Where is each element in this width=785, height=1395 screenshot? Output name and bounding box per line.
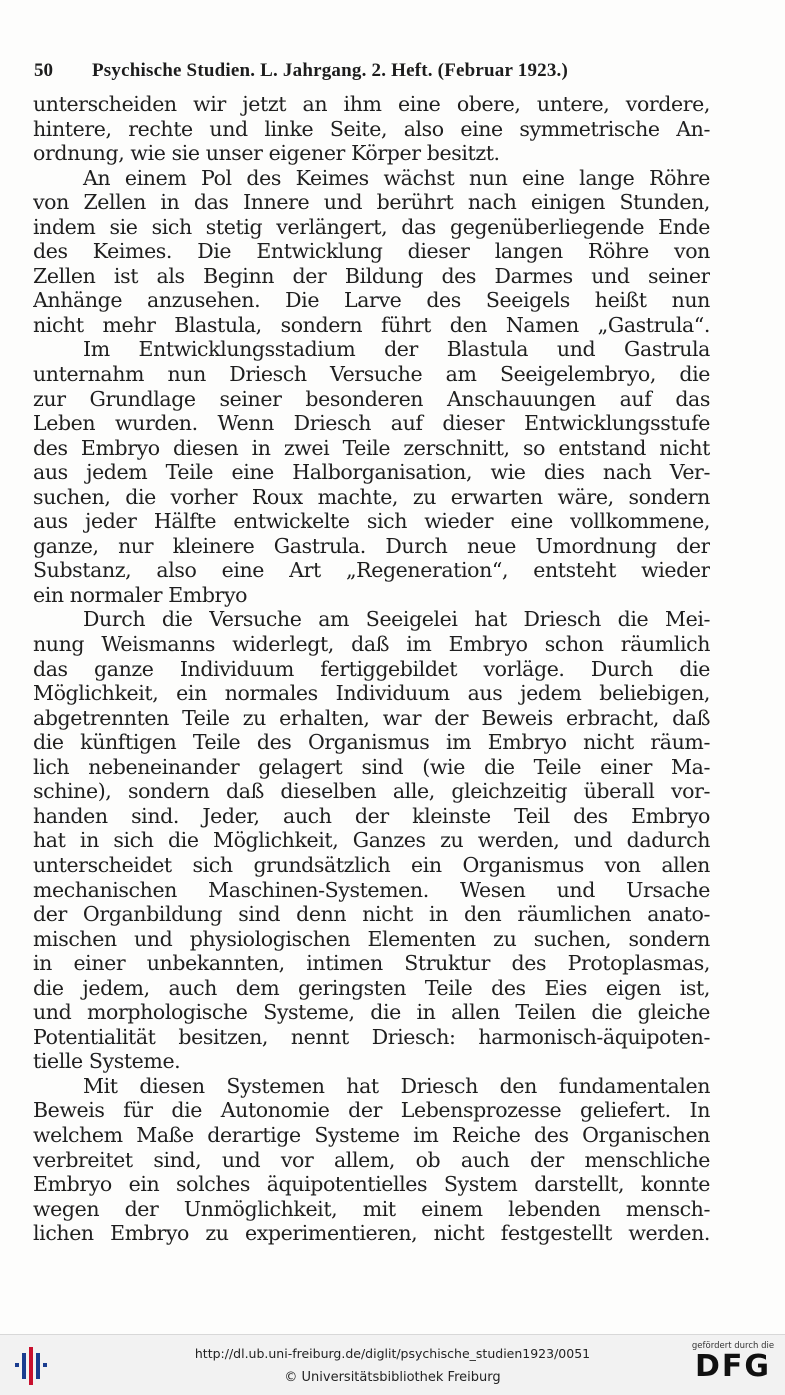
text-line: unterscheidet sich grundsätzlich ein Organismus von allen bbox=[33, 852, 710, 877]
text-line: nicht mehr Blastula, sondern führt den Namen „Gastrula“. bbox=[33, 312, 710, 337]
text-line: Beweis für die Autonomie der Lebensprozesse geliefert. In bbox=[33, 1098, 710, 1123]
text-line: Substanz, also eine Art „Regeneration“, entsteht wieder bbox=[33, 558, 710, 583]
footer-copyright: © Universitätsbibliothek Freiburg bbox=[284, 1370, 501, 1385]
text-line: Zellen ist als Beginn der Bildung des Darmes und seiner bbox=[33, 263, 710, 288]
text-line: abgetrennten Teile zu erhalten, war der Beweis erbracht, daß bbox=[33, 705, 710, 730]
text-line: Anhänge anzusehen. Die Larve des Seeigels heißt nun bbox=[33, 288, 710, 313]
text-line: lich nebeneinander gelagert sind (wie die Teile einer Ma- bbox=[33, 754, 710, 779]
text-line: von Zellen in das Innere und berührt nach einigen Stunden, bbox=[33, 190, 710, 215]
text-line: handen sind. Jeder, auch der kleinste Teil des Embryo bbox=[33, 803, 710, 828]
dfg-caption: gefördert durch die bbox=[691, 1341, 775, 1351]
text-line: Leben wurden. Wenn Driesch auf dieser Entwicklungsstufe bbox=[33, 411, 710, 436]
text-line: tielle Systeme. bbox=[33, 1049, 181, 1074]
text-line: in einer unbekannten, intimen Struktur des Protoplasmas, bbox=[33, 951, 710, 976]
text-line: und morphologische Systeme, die in allen Teilen die gleiche bbox=[33, 1000, 710, 1025]
text-line: Möglichkeit, ein normales Individuum aus jedem beliebigen, bbox=[33, 681, 710, 706]
page-number: 50 bbox=[34, 60, 53, 81]
text-line: Mit diesen Systemen hat Driesch den fundamentalen bbox=[83, 1073, 710, 1098]
text-line: wegen der Unmöglichkeit, mit einem lebenden mensch- bbox=[33, 1196, 710, 1221]
text-line: ganze, nur kleinere Gastrula. Durch neue Umordnung der bbox=[33, 533, 710, 558]
text-line: unterscheiden wir jetzt an ihm eine obere, untere, vordere, bbox=[33, 92, 710, 116]
dfg-logo: DFG bbox=[694, 1349, 772, 1384]
text-line: An einem Pol des Keimes wächst nun eine lange Röhre bbox=[83, 165, 710, 190]
text-line: lichen Embryo zu experimentieren, nicht festgestellt werden. bbox=[33, 1221, 710, 1246]
text-line: schine), sondern daß dieselben alle, gleichzeitig überall vor- bbox=[33, 779, 710, 804]
text-line: aus jeder Hälfte entwickelte sich wieder eine vollkommene, bbox=[33, 509, 710, 534]
dfg-funding-badge bbox=[691, 1341, 775, 1391]
text-line: Potentialität besitzen, nennt Driesch: harmonisch-äquipoten- bbox=[33, 1024, 710, 1049]
body-text bbox=[33, 92, 710, 1246]
text-line: mischen und physiologischen Elementen zu suchen, sondern bbox=[33, 926, 710, 951]
text-line: indem sie sich stetig verlängert, das gegenüberliegende Ende bbox=[33, 214, 710, 239]
text-line: ein normaler Embryo bbox=[33, 582, 248, 607]
text-line: Embryo ein solches äquipotentielles System darstellt, konnte bbox=[33, 1172, 710, 1197]
text-line: zur Grundlage seiner besonderen Anschauungen auf das bbox=[33, 386, 710, 411]
footer-bar bbox=[0, 1334, 785, 1395]
text-line: unternahm nun Driesch Versuche am Seeigelembryo, die bbox=[33, 362, 710, 387]
text-line: mechanischen Maschinen-Systemen. Wesen und Ursache bbox=[33, 877, 710, 902]
text-line: ordnung, wie sie unser eigener Körper besitzt. bbox=[33, 141, 500, 166]
text-line: des Keimes. Die Entwicklung dieser langen Röhre von bbox=[33, 239, 710, 264]
text-line: welchem Maße derartige Systeme im Reiche des Organischen bbox=[33, 1122, 710, 1147]
text-line: der Organbildung sind denn nicht in den räumlichen anato- bbox=[33, 902, 710, 927]
text-line: hintere, rechte und linke Seite, also eine symmetrische An- bbox=[33, 116, 710, 141]
text-line: hat in sich die Möglichkeit, Ganzes zu werden, und dadurch bbox=[33, 828, 710, 853]
text-line: die jedem, auch dem geringsten Teile des Eies eigen ist, bbox=[33, 975, 710, 1000]
footer-url-link[interactable]: http://dl.ub.uni-freiburg.de/diglit/psychische_studien1923/0051 bbox=[194, 1346, 591, 1361]
text-line: Durch die Versuche am Seeigelei hat Driesch die Mei- bbox=[83, 607, 710, 632]
text-line: verbreitet sind, und vor allem, ob auch der menschliche bbox=[33, 1147, 710, 1172]
running-head: Psychische Studien. L. Jahrgang. 2. Heft. (Februar 1923.) bbox=[92, 60, 569, 81]
text-line: Im Entwicklungsstadium der Blastula und Gastrula bbox=[83, 337, 710, 362]
text-line: die künftigen Teile des Organismus im Embryo nicht räum- bbox=[33, 730, 710, 755]
text-line: das ganze Individuum fertiggebildet vorläge. Durch die bbox=[33, 656, 710, 681]
text-line: nung Weismanns widerlegt, daß im Embryo schon räumlich bbox=[33, 632, 710, 657]
text-line: suchen, die vorher Roux machte, zu erwarten wäre, sondern bbox=[33, 484, 710, 509]
page-header bbox=[34, 60, 714, 88]
text-line: des Embryo diesen in zwei Teile zerschnitt, so entstand nicht bbox=[33, 435, 710, 460]
text-line: aus jedem Teile eine Halborganisation, wie dies nach Ver- bbox=[33, 460, 710, 485]
